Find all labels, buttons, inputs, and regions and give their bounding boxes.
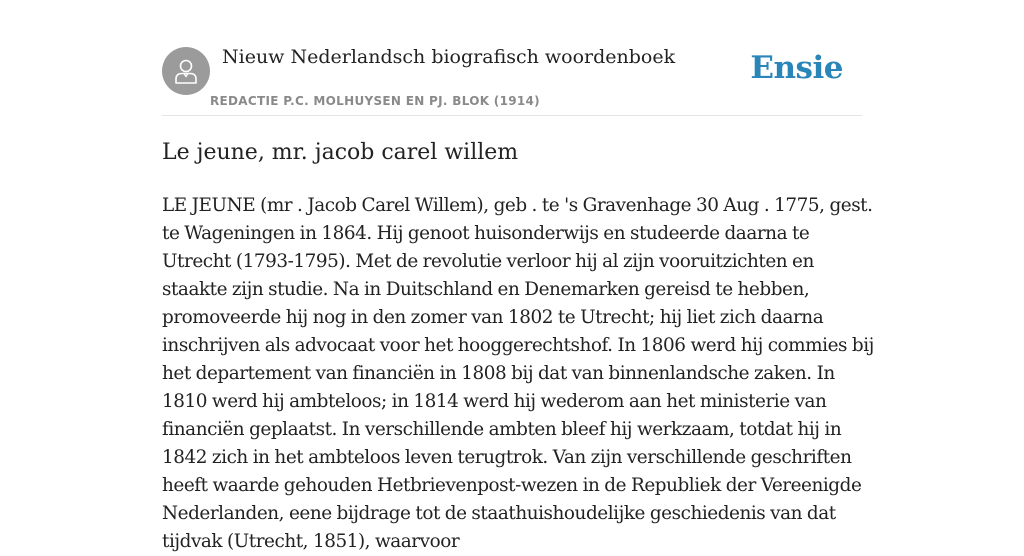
article-title: Le jeune, mr. jacob carel willem bbox=[162, 140, 519, 165]
book-title[interactable]: Nieuw Nederlandsch biografisch woordenboek bbox=[222, 46, 676, 68]
article-body: LE JEUNE (mr . Jacob Carel Willem), geb . te 's Gravenhage 30 Aug . 1775, gest. te Wageningen in 1864. Hij genoot huisonderwijs en studeerde daarna te Utrecht (1793-1795). Met de revolutie verloor hij al zijn vooruitzichten en staakte zijn studie. Na in Duitschland en Denemarken gereisd te hebben, promoveerde hij nog in den zomer van 1802 te Utrecht; hij liet zich daarna inschrijven als advocaat voor het hooggerechtshof. In 1806 werd hij commies bij het departement van financiën in 1808 bij dat van binnenlandsche zaken. In 1810 werd hij ambteloos; in 1814 werd hij wederom aan het ministerie van financiën geplaatst. In verschillende ambten bleef hij werkzaam, totdat hij in 1842 zich in het ambteloos leven terugtrok. Van zijn verschillende geschriften heeft waarde gehouden Hetbrievenpost-wezen in de Republiek der Vereenigde Nederlanden, eene bijdrage tot de staathuishoudelijke geschiedenis van dat tijdvak (Utrecht, 1851), waarvoor bbox=[162, 195, 874, 552]
avatar[interactable] bbox=[162, 47, 210, 95]
book-editors: REDACTIE P.C. MOLHUYSEN EN PJ. BLOK (1914) bbox=[210, 94, 540, 108]
ensie-logo[interactable]: Ensie bbox=[750, 50, 843, 86]
user-icon bbox=[173, 57, 199, 85]
book-header bbox=[162, 46, 862, 116]
